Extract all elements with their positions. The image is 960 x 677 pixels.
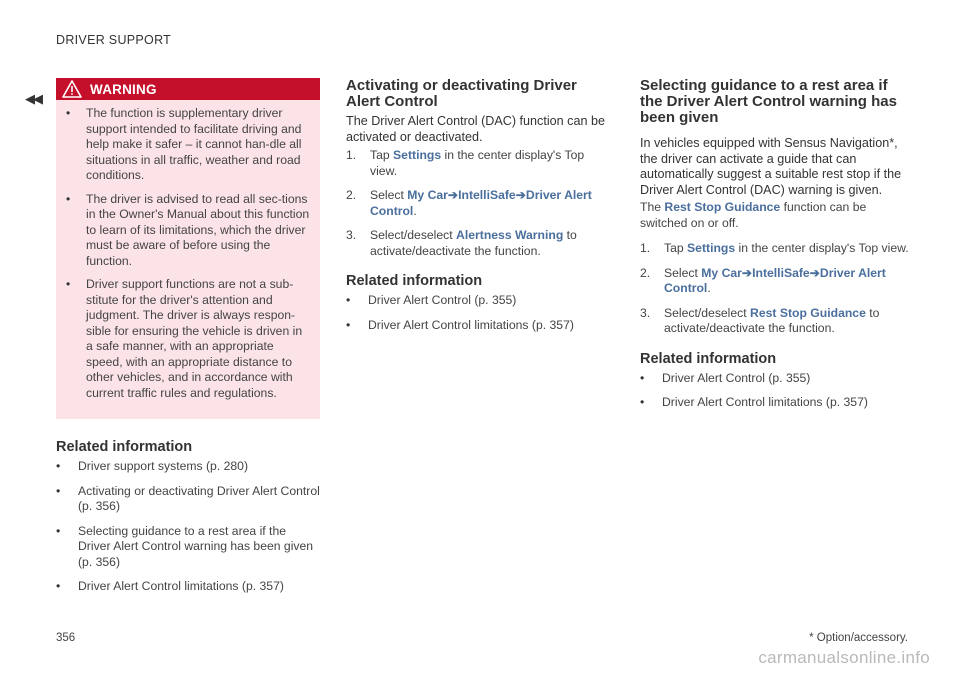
- column-3: [640, 78, 910, 420]
- menu-label-my-car: My Car: [701, 265, 742, 280]
- related-link[interactable]: • Driver Alert Control (p. 355): [346, 293, 608, 309]
- menu-label-my-car: My Car: [407, 188, 448, 202]
- footnote: * Option/accessory.: [809, 632, 908, 644]
- section-title: Activating or deactivating Driver Alert Control: [346, 77, 577, 110]
- arrow-right-icon: ➔: [809, 265, 820, 280]
- step-number: 2.: [640, 265, 651, 280]
- related-info-list: [56, 459, 320, 595]
- menu-label-intellisafe: IntelliSafe: [458, 188, 516, 202]
- related-link[interactable]: • Driver Alert Control (p. 355): [640, 371, 910, 387]
- related-info-heading: Related information: [346, 273, 483, 289]
- step-item: [640, 306, 910, 337]
- steps-list: [640, 241, 910, 337]
- step-text: in the center display's Top view.: [370, 148, 585, 178]
- menu-label-rest-stop-guidance: Rest Stop Guidance: [750, 305, 866, 320]
- related-info-list: [346, 293, 608, 333]
- warning-box: [56, 78, 320, 419]
- step-text: .: [413, 203, 417, 218]
- section-intro: In vehicles equipped with Sensus Navigation*, the driver can activate a guide that can automatically suggest a suitable rest stop if the Driver Alert Control (DAC) warning is given.: [640, 136, 902, 197]
- step-number: 3.: [346, 228, 357, 242]
- menu-label-driver-alert-control: Driver Alert Control: [370, 188, 592, 218]
- step-item: [346, 148, 608, 179]
- watermark: carmanualsonline.info: [758, 648, 930, 667]
- warning-item: • The function is supplementary driver support intended to facilitate driving and help make it safer – it cannot han-dle all situations in all traffic, weather and road conditions.: [66, 106, 310, 184]
- step-text: Select/deselect: [664, 305, 751, 320]
- related-link[interactable]: • Activating or deactivating Driver Alert Control (p. 356): [56, 484, 320, 515]
- menu-label-settings: Settings: [393, 148, 442, 162]
- related-link[interactable]: • Driver Alert Control limitations (p. 357): [346, 318, 608, 334]
- column-2: [346, 78, 608, 342]
- section-intro: The Driver Alert Control (DAC) function can be activated or deactivated.: [346, 114, 605, 144]
- step-number: 2.: [346, 188, 357, 202]
- step-number: 1.: [640, 241, 651, 255]
- step-number: 3.: [640, 305, 651, 320]
- step-item: [346, 228, 608, 259]
- paragraph-text: function can be switched on or off.: [640, 200, 867, 230]
- related-info-list: [640, 371, 910, 411]
- step-text: Tap: [664, 241, 688, 255]
- step-number: 1.: [346, 148, 357, 162]
- menu-label-settings: Settings: [687, 241, 736, 255]
- step-text: to activate/deactivate the function.: [370, 228, 577, 258]
- section-paragraph: [640, 200, 910, 231]
- step-text: .: [707, 281, 711, 295]
- warning-item: • Driver support functions are not a sub-stitute for the driver's attention and judgment. The driver is always respon-sible for ensuring the vehicle is driven in a safe manner, with an appropriate speed, with an appropriate distance to other vehicles, and in accordance with current traffic rules and regulations.: [66, 277, 310, 401]
- section-header: DRIVER SUPPORT: [56, 33, 172, 47]
- column-1: [56, 78, 320, 604]
- section-title: Selecting guidance to a rest area if the Driver Alert Control warning has been given: [640, 77, 897, 126]
- menu-label-intellisafe: IntelliSafe: [752, 265, 810, 280]
- step-text: Select: [664, 265, 702, 280]
- arrow-right-icon: ➔: [447, 188, 459, 202]
- page-number: 356: [56, 632, 76, 644]
- menu-label-alertness-warning: Alertness Warning: [456, 228, 564, 242]
- step-text: to activate/deactivate the function.: [664, 305, 880, 335]
- step-text: Select/deselect: [370, 228, 457, 242]
- warning-header: [56, 78, 320, 100]
- arrow-right-icon: ➔: [741, 265, 753, 280]
- steps-list: [346, 148, 608, 259]
- step-text: Tap: [370, 148, 394, 162]
- step-item: [640, 241, 910, 257]
- related-info-heading: Related information: [640, 350, 777, 367]
- menu-label-rest-stop-guidance: Rest Stop Guidance: [664, 200, 781, 214]
- menu-label-driver-alert-control: Driver Alert Control: [664, 265, 886, 295]
- related-link[interactable]: • Driver support systems (p. 280): [56, 459, 320, 475]
- step-text: in the center display's Top view.: [735, 241, 909, 255]
- related-link[interactable]: • Selecting guidance to a rest area if the Driver Alert Control warning has been given (p. 356): [56, 524, 320, 571]
- warning-list: [56, 100, 320, 401]
- related-info-heading: Related information: [56, 439, 193, 455]
- related-link[interactable]: • Driver Alert Control limitations (p. 357): [640, 395, 910, 411]
- back-chevron-icon[interactable]: ◀◀: [25, 91, 41, 106]
- step-item: [640, 266, 910, 297]
- arrow-right-icon: ➔: [515, 188, 526, 202]
- related-link[interactable]: • Driver Alert Control limitations (p. 357): [56, 579, 320, 595]
- warning-triangle-icon: [62, 80, 82, 98]
- step-text: Select: [370, 188, 408, 202]
- step-item: [346, 188, 608, 219]
- warning-title: WARNING: [90, 81, 157, 97]
- warning-item: • The driver is advised to read all sec-tions in the Owner's Manual about this function to learn of its limitations, which the driver must be aware of before using the function.: [66, 192, 310, 270]
- paragraph-text: The: [640, 200, 665, 214]
